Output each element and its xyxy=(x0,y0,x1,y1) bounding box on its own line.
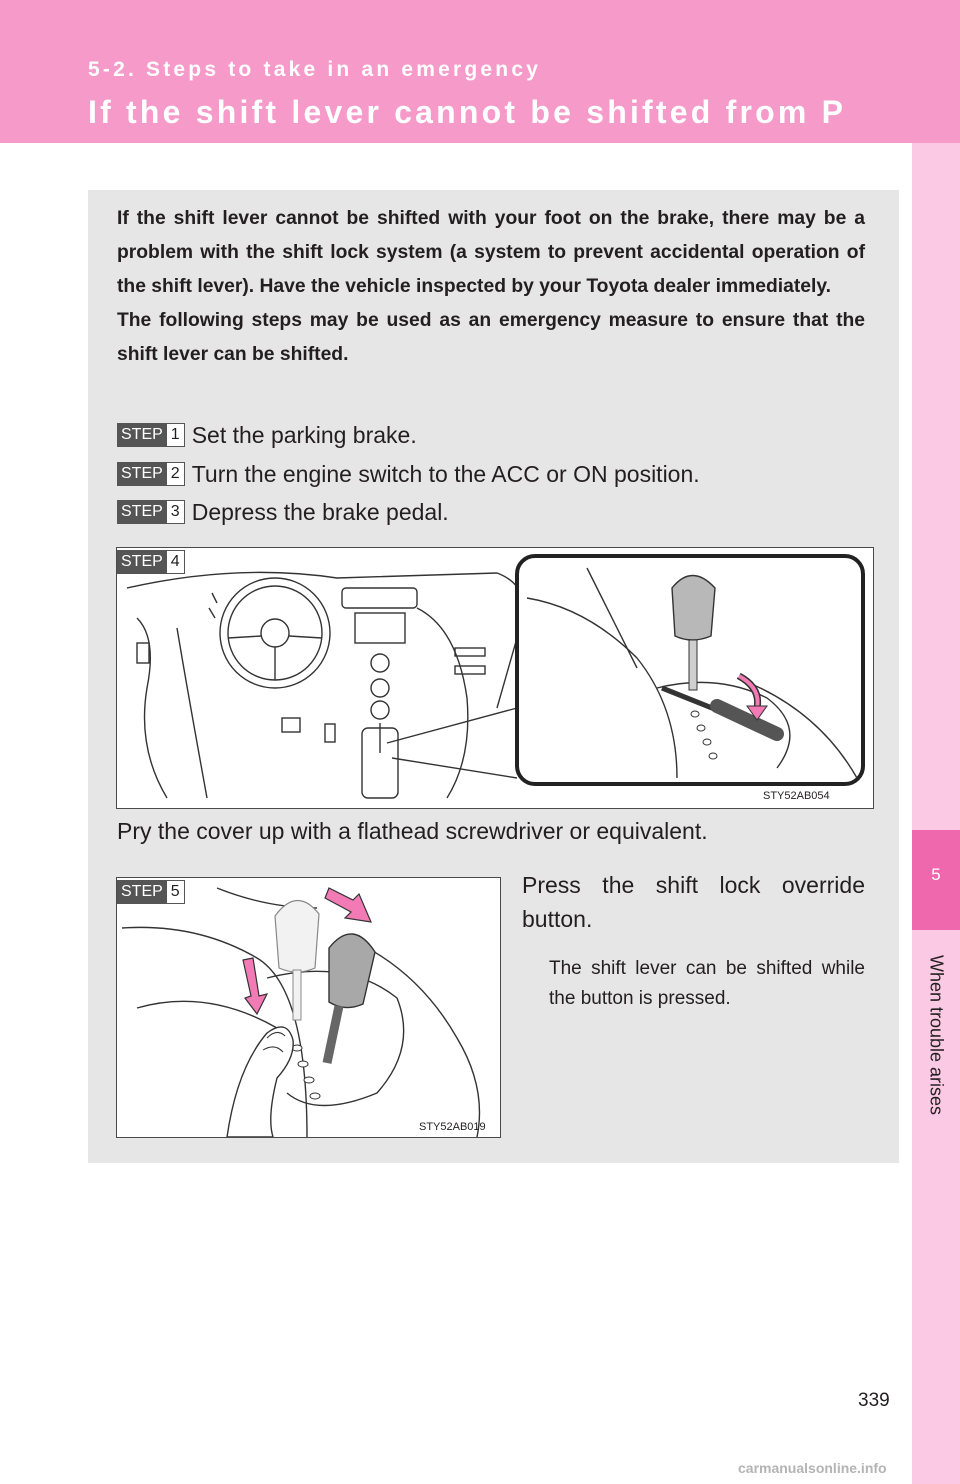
step-badge xyxy=(117,462,185,486)
step-badge-number: 2 xyxy=(170,465,180,482)
step-badge-number: 5 xyxy=(170,883,180,900)
page-title: If the shift lever cannot be shifted from P xyxy=(88,94,847,130)
shift-lock-illustration xyxy=(117,878,500,1137)
step-badge-label: STEP xyxy=(118,424,167,446)
chapter-tab-number[interactable]: 5 xyxy=(912,830,960,930)
step-badge-label: STEP xyxy=(118,551,167,573)
step-3 xyxy=(117,498,449,526)
figure-code: STY52AB054 xyxy=(763,790,830,802)
step-text: Turn the engine switch to the ACC or ON position. xyxy=(191,460,700,487)
step-badge-label: STEP xyxy=(118,501,167,523)
intro-paragraph-1: If the shift lever cannot be shifted with your foot on the brake, there may be a problem with the shift lock system (a system to prevent accidental operation of the shift lever). Have the vehicle inspected by your Toyota dealer immediately. xyxy=(117,208,865,297)
watermark[interactable]: carmanualsonline.info xyxy=(738,1460,887,1476)
step-5-badge xyxy=(117,880,185,904)
step-badge-number: 3 xyxy=(170,503,180,520)
page-number: 339 xyxy=(858,1390,890,1411)
chapter-tab-label: When trouble arises xyxy=(926,954,947,1116)
step-badge-label: STEP xyxy=(118,881,167,903)
step-4-badge xyxy=(117,550,185,574)
section-title: 5-2. Steps to take in an emergency xyxy=(88,58,542,81)
step-5-text: Press the shift lock override button. xyxy=(522,872,865,932)
step4-illustration xyxy=(116,547,874,809)
step-text: Set the parking brake. xyxy=(191,421,417,448)
side-tab-strip xyxy=(912,143,960,1484)
step-2 xyxy=(117,460,700,488)
page-header xyxy=(0,0,960,143)
figure-code: STY52AB019 xyxy=(419,1121,486,1133)
step-1 xyxy=(117,421,417,449)
step-4-text: Pry the cover up with a flathead screwdriver or equivalent. xyxy=(117,818,708,844)
step-text: Depress the brake pedal. xyxy=(191,498,449,525)
step-5-note: The shift lever can be shifted while the button is pressed. xyxy=(549,958,865,1009)
step-badge xyxy=(117,423,185,447)
intro-text xyxy=(117,202,865,372)
dashboard-illustration xyxy=(117,548,873,808)
step-badge-label: STEP xyxy=(118,463,167,485)
step-badge-number: 4 xyxy=(170,553,180,570)
step-badge-number: 1 xyxy=(170,426,180,443)
step5-illustration xyxy=(116,877,501,1138)
step-badge xyxy=(117,500,185,524)
intro-paragraph-2: The following steps may be used as an emergency measure to ensure that the shift lever can be shifted. xyxy=(117,310,865,365)
